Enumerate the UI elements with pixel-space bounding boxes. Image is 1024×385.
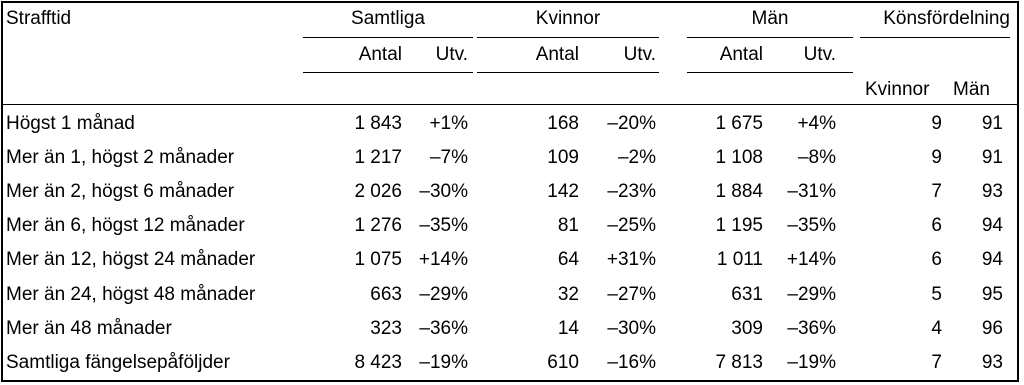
cell-kvinnor-utv: –27% bbox=[607, 283, 656, 305]
cell-kon-man: 94 bbox=[981, 215, 1003, 237]
cell-kvinnor-utv: –16% bbox=[607, 351, 656, 373]
cell-kvinnor-antal: 81 bbox=[557, 215, 579, 237]
cell-kvinnor-antal: 32 bbox=[557, 283, 579, 305]
header-kvinnor: Kvinnor bbox=[535, 8, 601, 29]
cell-kvinnor-utv: –20% bbox=[607, 113, 656, 134]
cell-samtliga-utv: –36% bbox=[419, 317, 468, 339]
cell-man-antal: 7 813 bbox=[715, 351, 763, 373]
cell-samtliga-antal: 1 276 bbox=[354, 215, 402, 237]
cell-kvinnor-utv: –23% bbox=[607, 181, 656, 203]
cell-man-utv: –29% bbox=[787, 283, 836, 305]
cell-kvinnor-utv: +31% bbox=[606, 249, 656, 271]
subheader-kvinnor-antal: Antal bbox=[535, 44, 579, 65]
cell-samtliga-antal: 1 843 bbox=[354, 113, 402, 134]
cell-samtliga-utv: –7% bbox=[429, 147, 468, 169]
cell-kon-kvinnor: 7 bbox=[931, 351, 942, 373]
cell-kvinnor-utv: –30% bbox=[607, 317, 656, 339]
cell-man-antal: 1 884 bbox=[715, 181, 763, 203]
cell-samtliga-antal: 323 bbox=[370, 317, 402, 339]
cell-kvinnor-antal: 168 bbox=[547, 113, 579, 134]
cell-kvinnor-utv: –25% bbox=[607, 215, 656, 237]
cell-kon-kvinnor: 6 bbox=[931, 215, 942, 237]
cell-man-utv: –36% bbox=[787, 317, 836, 339]
cell-kvinnor-antal: 142 bbox=[547, 181, 579, 203]
cell-samtliga-utv: –29% bbox=[419, 283, 468, 305]
cell-kvinnor-antal: 109 bbox=[547, 147, 579, 169]
cell-man-antal: 1 195 bbox=[715, 215, 763, 237]
row-label: Högst 1 månad bbox=[6, 113, 135, 134]
rule-kvinnor bbox=[477, 37, 659, 38]
cell-man-utv: –8% bbox=[797, 147, 836, 169]
cell-samtliga-utv: +1% bbox=[429, 113, 468, 134]
cell-kvinnor-antal: 610 bbox=[547, 351, 579, 373]
cell-kon-man: 95 bbox=[981, 283, 1003, 305]
cell-kvinnor-antal: 14 bbox=[557, 317, 579, 339]
header-samtliga: Samtliga bbox=[351, 8, 425, 29]
cell-samtliga-antal: 2 026 bbox=[354, 181, 402, 203]
subheader-samtliga-antal: Antal bbox=[358, 44, 402, 65]
row-label: Mer än 48 månader bbox=[6, 317, 172, 339]
rule-samtliga-sub bbox=[303, 72, 473, 73]
cell-kon-man: 96 bbox=[981, 317, 1003, 339]
cell-man-utv: –31% bbox=[787, 181, 836, 203]
header-man: Män bbox=[751, 8, 789, 29]
cell-kon-kvinnor: 4 bbox=[931, 317, 942, 339]
cell-kvinnor-utv: –2% bbox=[617, 147, 656, 169]
cell-man-utv: +4% bbox=[797, 113, 836, 134]
cell-man-utv: +14% bbox=[786, 249, 836, 271]
cell-kon-kvinnor: 6 bbox=[931, 249, 942, 271]
header-strafftid: Strafftid bbox=[6, 8, 72, 29]
cell-kvinnor-antal: 64 bbox=[557, 249, 579, 271]
cell-man-utv: –35% bbox=[787, 215, 836, 237]
cell-samtliga-antal: 663 bbox=[370, 283, 402, 305]
cell-kon-man: 94 bbox=[981, 249, 1003, 271]
cell-kon-kvinnor: 5 bbox=[931, 283, 942, 305]
cell-kon-man: 91 bbox=[981, 147, 1003, 169]
row-label: Mer än 12, högst 24 månader bbox=[6, 249, 256, 271]
rule-man-sub bbox=[687, 72, 853, 73]
header-konsfordelning: Könsfördelning bbox=[883, 8, 1010, 29]
subheader-samtliga-utv: Utv. bbox=[435, 44, 468, 65]
cell-kon-man: 93 bbox=[981, 181, 1003, 203]
cell-kon-kvinnor: 9 bbox=[931, 147, 942, 169]
subheader-kon-man: Män bbox=[953, 79, 990, 100]
cell-samtliga-utv: –35% bbox=[419, 215, 468, 237]
rule-kvinnor-sub bbox=[477, 72, 659, 73]
cell-samtliga-antal: 1 217 bbox=[354, 147, 402, 169]
cell-man-antal: 1 675 bbox=[715, 113, 763, 134]
subheader-man-utv: Utv. bbox=[803, 44, 836, 65]
cell-kon-man: 91 bbox=[981, 113, 1003, 134]
cell-man-antal: 1 011 bbox=[716, 249, 763, 271]
cell-samtliga-utv: +14% bbox=[418, 249, 468, 271]
cell-samtliga-antal: 8 423 bbox=[354, 351, 402, 373]
cell-kon-kvinnor: 7 bbox=[931, 181, 942, 203]
subheader-kvinnor-utv: Utv. bbox=[623, 44, 656, 65]
cell-samtliga-utv: –30% bbox=[419, 181, 468, 203]
cell-man-antal: 309 bbox=[731, 317, 763, 339]
cell-kon-man: 93 bbox=[981, 351, 1003, 373]
cell-man-utv: –19% bbox=[787, 351, 836, 373]
row-label: Mer än 2, högst 6 månader bbox=[6, 181, 235, 203]
cell-samtliga-antal: 1 075 bbox=[354, 249, 402, 271]
cell-kon-kvinnor: 9 bbox=[931, 113, 942, 134]
rule-man bbox=[687, 37, 853, 38]
rule-konsfordelning bbox=[860, 37, 1010, 38]
row-label: Mer än 1, högst 2 månader bbox=[6, 147, 235, 169]
rule-samtliga bbox=[303, 37, 473, 38]
subheader-kon-kvinnor: Kvinnor bbox=[865, 79, 930, 100]
row-label: Samtliga fängelsepåföljder bbox=[6, 351, 230, 373]
cell-samtliga-utv: –19% bbox=[419, 351, 468, 373]
subheader-man-antal: Antal bbox=[719, 44, 763, 65]
cell-man-antal: 1 108 bbox=[715, 147, 763, 169]
cell-man-antal: 631 bbox=[731, 283, 763, 305]
row-label: Mer än 6, högst 12 månader bbox=[6, 215, 245, 237]
row-label: Mer än 24, högst 48 månader bbox=[6, 283, 256, 305]
header-bottom-rule bbox=[2, 104, 1018, 105]
